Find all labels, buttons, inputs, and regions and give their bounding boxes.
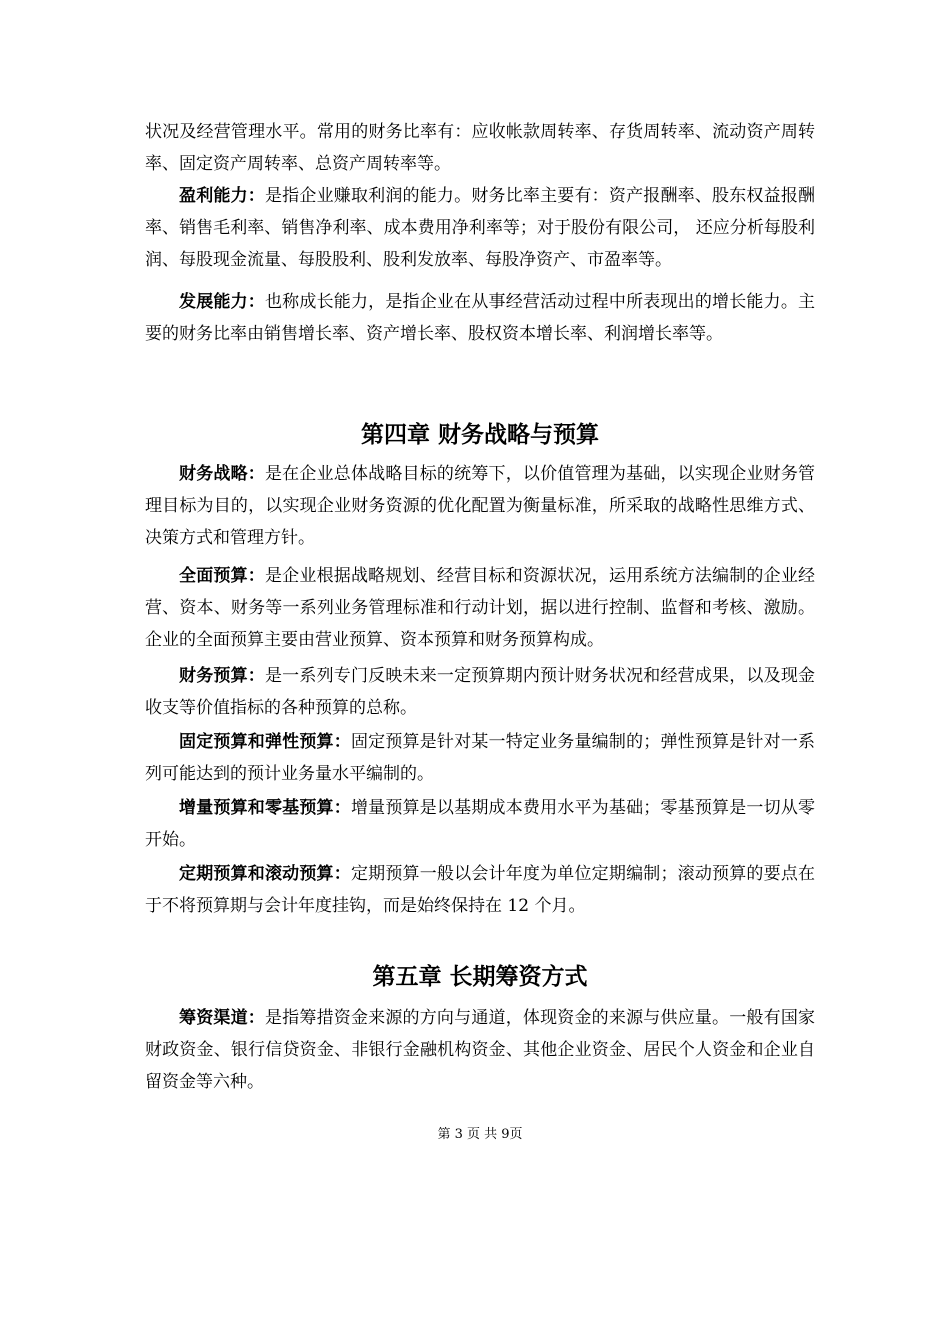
- term-development: 发展能力：: [179, 292, 265, 312]
- chapter-title-5: 第五章 长期筹资方式: [372, 963, 588, 990]
- term-fixed-flexible-budget: 固定预算和弹性预算：: [179, 732, 351, 752]
- term-comprehensive-budget: 全面预算：: [179, 566, 265, 586]
- definition-financial-budget: 是一系列专门反映未来一定预算期内预计财务状况和经营成果，以及现金收支等价值指标的各种预算的总称。: [145, 666, 816, 718]
- term-periodic-rolling-budget: 定期预算和滚动预算：: [179, 864, 351, 884]
- definition-financial-strategy: 是在企业总体战略目标的统筹下，以价值管理为基础，以实现企业财务管理目标为目的，以实现企业财务资源的优化配置为衡量标准，所采取的战略性思维方式、决策方式和管理方针。: [145, 464, 816, 548]
- definition-development: 也称成长能力，是指企业在从事经营活动过程中所表现出的增长能力。主要的财务比率由销售增长率、资产增长率、股权资本增长率、利润增长率等。: [145, 292, 816, 344]
- definition-incremental-zero-based-budget: 增量预算是以基期成本费用水平为基础；零基预算是一切从零开始。: [145, 798, 816, 850]
- definition-fixed-flexible-budget: 固定预算是针对某一特定业务量编制的；弹性预算是针对一系列可能达到的预计业务量水平编制的。: [145, 732, 816, 784]
- paragraph-periodic-rolling-budget: [145, 858, 815, 922]
- paragraph-operating-capacity-continuation: 状况及经营管理水平。常用的财务比率有：应收帐款周转率、存货周转率、流动资产周转率、固定资产周转率、总资产周转率等。: [145, 122, 815, 174]
- term-incremental-zero-based-budget: 增量预算和零基预算：: [179, 798, 351, 818]
- definition-comprehensive-budget: 是企业根据战略规划、经营目标和资源状况，运用系统方法编制的企业经营、资本、财务等一系列业务管理标准和行动计划，据以进行控制、监督和考核、激励。企业的全面预算主要由营业预算、资本预算和财务预算构成。: [145, 566, 816, 650]
- paragraph-comprehensive-budget: [145, 560, 815, 656]
- definition-financing-channels: 是指筹措资金来源的方向与通道，体现资金的来源与供应量。一般有国家财政资金、银行信贷资金、非银行金融机构资金、其他企业资金、居民个人资金和企业自留资金等六种。: [145, 1008, 816, 1092]
- paragraph-development: [145, 286, 815, 350]
- chapter-title-4: 第四章 财务战略与预算: [360, 421, 599, 448]
- term-financial-budget: 财务预算：: [179, 666, 265, 686]
- term-financial-strategy: 财务战略：: [179, 464, 265, 484]
- paragraph-financing-channels: [145, 1002, 815, 1098]
- definition-profitability: 是指企业赚取利润的能力。财务比率主要有：资产报酬率、股东权益报酬率、销售毛利率、销售净利率、成本费用净利率等；对于股份有限公司， 还应分析每股利润、每股现金流量、每股股利、股利发放率、每股净资产、市盈率等。: [145, 186, 816, 270]
- paragraph-fixed-flexible-budget: [145, 726, 815, 790]
- term-financing-channels: 筹资渠道：: [179, 1008, 265, 1028]
- term-profitability: 盈利能力：: [179, 186, 265, 206]
- paragraph-profitability: [145, 180, 815, 276]
- paragraph-incremental-zero-based-budget: [145, 792, 815, 856]
- definition-periodic-rolling-budget: 定期预算一般以会计年度为单位定期编制；滚动预算的要点在于不将预算期与会计年度挂钩，而是始终保持在 12 个月。: [145, 864, 816, 916]
- paragraph-financial-budget: [145, 660, 815, 724]
- page-number-footer: 第 3 页 共 9页: [437, 1127, 523, 1142]
- paragraph-financial-strategy: [145, 458, 815, 554]
